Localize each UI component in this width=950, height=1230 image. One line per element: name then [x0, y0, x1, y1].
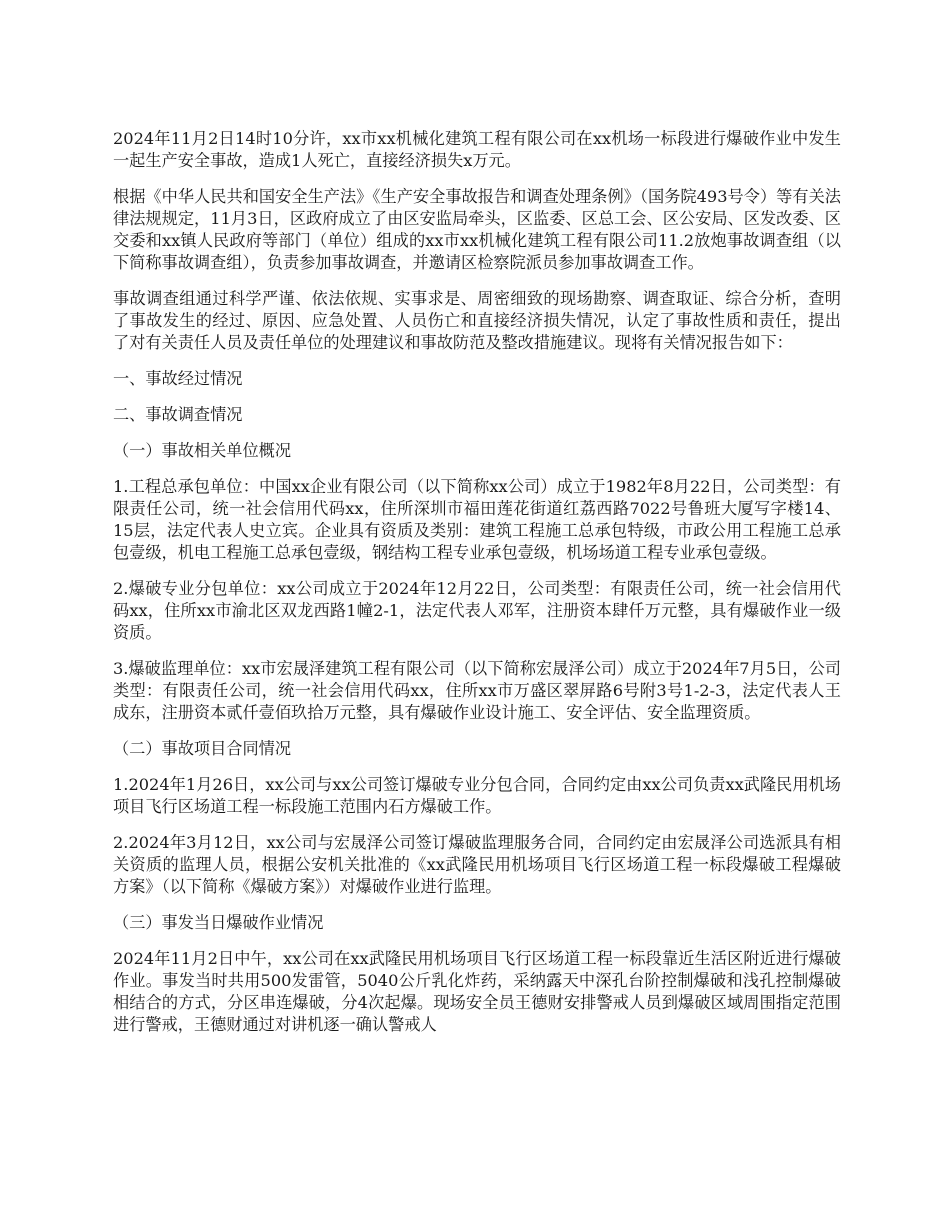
contract-paragraph-1: 1.2024年1月26日，xx公司与xx公司签订爆破专业分包合同，合同约定由xx公司负责xx武隆民用机场项目飞行区场道工程一标段施工范围内石方爆破工作。 [113, 775, 841, 816]
legal-basis-paragraph: 根据《中华人民共和国安全生产法》《生产安全事故报告和调查处理条例》（国务院493号令）等有关法律法规规定，11月3日，区政府成立了由区安监局牵头，区监委、区总工会、区公安局、区发改委、区交委和xx镇人民政府等部门（单位）组成的xx市xx机械化建筑工程有限公司11.2放炮事故调查组（以下简称事故调查组），负责参加事故调查，并邀请区检察院派员参加事故调查工作。 [113, 187, 841, 272]
document-body [113, 128, 841, 1050]
intro-paragraph: 2024年11月2日14时10分许，xx市xx机械化建筑工程有限公司在xx机场一标段进行爆破作业中发生一起生产安全事故，造成1人死亡，直接经济损失x万元。 [113, 129, 841, 170]
contract-paragraph-2: 2.2024年3月12日，xx公司与宏晟泽公司签订爆破监理服务合同，合同约定由宏晟泽公司选派具有相关资质的监理人员，根据公安机关批准的《xx武隆民用机场项目飞行区场道工程一标段爆破工程爆破方案》（以下简称《爆破方案》）对爆破作业进行监理。 [113, 833, 841, 896]
incident-day-paragraph: 2024年11月2日中午，xx公司在xx武隆民用机场项目飞行区场道工程一标段靠近生活区附近进行爆破作业。事发当时共用500发雷管，5040公斤乳化炸药，采纳露天中深孔台阶控制爆破和浅孔控制爆破相结合的方式，分区串连爆破，分4次起爆。现场安全员王德财安排警戒人员到爆破区域周围指定范围进行警戒，王德财通过对讲机逐一确认警戒人 [113, 949, 841, 1034]
subsection-heading-1: （一）事故相关单位概况 [113, 441, 292, 460]
subsection-heading-2: （二）事故项目合同情况 [113, 739, 292, 758]
investigation-summary-paragraph: 事故调查组通过科学严谨、依法依规、实事求是、周密细致的现场勘察、调查取证、综合分析，查明了事故发生的经过、原因、应急处置、人员伤亡和直接经济损失情况，认定了事故性质和责任，提出了对有关责任人员及责任单位的处理建议和事故防范及整改措施建议。现将有关情况报告如下： [113, 289, 841, 352]
section-heading-2: 二、事故调查情况 [113, 405, 243, 424]
blasting-supervisor-paragraph: 3.爆破监理单位：xx市宏晟泽建筑工程有限公司（以下简称宏晟泽公司）成立于2024年7月5日，公司类型：有限责任公司，统一社会信用代码xx，住所xx市万盛区翠屏路6号附3号1-2-3，法定代表人王成东，注册资本贰仟壹佰玖拾万元整，具有爆破作业设计施工、安全评估、安全监理资质。 [113, 659, 841, 722]
subsection-heading-3: （三）事发当日爆破作业情况 [113, 913, 324, 932]
blasting-subcontractor-paragraph: 2.爆破专业分包单位：xx公司成立于2024年12月22日，公司类型：有限责任公司，统一社会信用代码xx，住所xx市渝北区双龙西路1幢2-1，法定代表人邓军，注册资本肆仟万元整，具有爆破作业一级资质。 [113, 579, 841, 642]
section-heading-1: 一、事故经过情况 [113, 369, 243, 388]
general-contractor-paragraph: 1.工程总承包单位：中国xx企业有限公司（以下简称xx公司）成立于1982年8月22日，公司类型：有限责任公司，统一社会信用代码xx，住所深圳市福田莲花街道红荔西路7022号鲁班大厦写字楼14、15层，法定代表人史立宾。企业具有资质及类别：建筑工程施工总承包特级，市政公用工程施工总承包壹级，机电工程施工总承包壹级，钢结构工程专业承包壹级，机场场道工程专业承包壹级。 [113, 477, 841, 562]
